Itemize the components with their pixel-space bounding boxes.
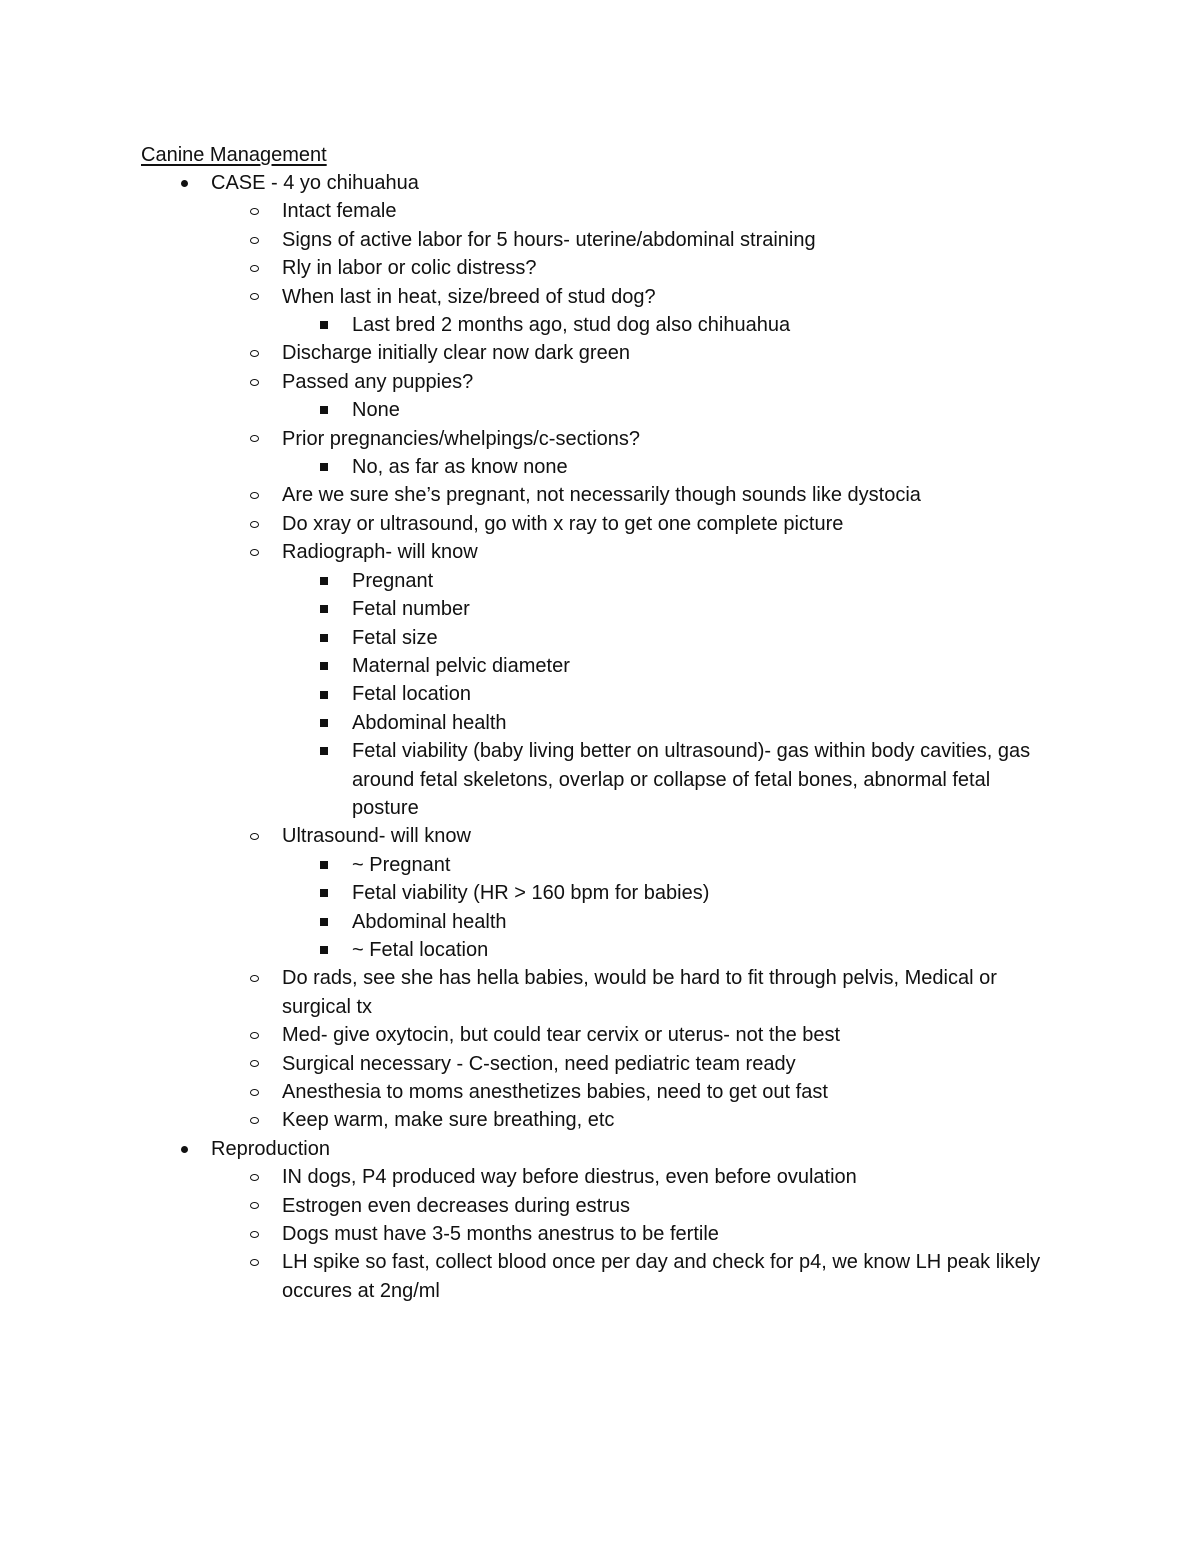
hollow-bullet-icon [247, 538, 261, 566]
document-title: Canine Management [141, 144, 327, 166]
list-item [0, 1220, 1200, 1248]
list-item [0, 1135, 1200, 1163]
square-bullet-icon [317, 936, 331, 964]
list-item-text: Ultrasound- will know [282, 825, 471, 848]
list-item [0, 226, 1200, 254]
list-item-text: Surgical necessary - C-section, need pediatric team ready [282, 1052, 796, 1075]
list-item-text: Abdominal health [352, 711, 507, 734]
square-bullet-icon [317, 851, 331, 879]
hollow-bullet-icon [247, 339, 261, 367]
list-item [0, 368, 1200, 396]
list-item [0, 851, 1200, 879]
square-bullet-icon [317, 567, 331, 595]
hollow-bullet-icon [247, 226, 261, 254]
list-item-text: Dogs must have 3-5 months anestrus to be fertile [282, 1223, 719, 1246]
hollow-bullet-icon [247, 283, 261, 311]
list-item-text: CASE - 4 yo chihuahua [211, 172, 419, 194]
list-item [0, 425, 1200, 453]
list-item [0, 1050, 1200, 1078]
list-item [0, 197, 1200, 225]
hollow-bullet-icon [247, 822, 261, 850]
square-bullet-icon [317, 879, 331, 907]
list-item-text: Fetal location [352, 683, 471, 706]
list-item-text: None [352, 399, 400, 422]
list-item [0, 908, 1200, 936]
hollow-bullet-icon [247, 425, 261, 453]
list-item [0, 964, 1200, 1021]
list-item [0, 652, 1200, 680]
list-item [0, 1248, 1200, 1305]
list-item-text: Abdominal health [352, 910, 507, 933]
hollow-bullet-icon [247, 1163, 261, 1191]
list-item-text: Anesthesia to moms anesthetizes babies, need to get out fast [282, 1081, 828, 1103]
hollow-bullet-icon [247, 481, 261, 509]
list-item [0, 1106, 1200, 1134]
filled-bullet-icon [177, 169, 191, 197]
list-item-text: Fetal viability (baby living better on ultrasound)- gas within body cavities, gas around fetal skeletons, overlap or collapse of fetal bones, abnormal fetal posture [352, 740, 1031, 819]
list-item-text: Are we sure she’s pregnant, not necessarily though sounds like dystocia [282, 484, 921, 507]
list-item-text: Do xray or ultrasound, go with x ray to get one complete picture [282, 512, 844, 535]
list-item [0, 680, 1200, 708]
list-item [0, 254, 1200, 282]
square-bullet-icon [317, 396, 331, 424]
list-item-text: ~ Fetal location [352, 938, 489, 961]
list-item-text: Do rads, see she has hella babies, would be hard to fit through pelvis, Medical or surgical tx [282, 967, 997, 1018]
list-item-text: Last bred 2 months ago, stud dog also chihuahua [352, 314, 791, 337]
square-bullet-icon [317, 680, 331, 708]
list-item-text: Fetal number [352, 598, 470, 621]
list-item-text: Reproduction [211, 1137, 330, 1160]
list-item-text: When last in heat, size/breed of stud dog? [282, 285, 656, 308]
hollow-bullet-icon [247, 964, 261, 992]
list-item [0, 595, 1200, 623]
list-item [0, 510, 1200, 538]
list-item [0, 822, 1200, 850]
list-item [0, 1163, 1200, 1191]
list-item-text: Signs of active labor for 5 hours- uterine/abdominal straining [282, 228, 816, 251]
hollow-bullet-icon [247, 1248, 261, 1276]
hollow-bullet-icon [247, 1050, 261, 1078]
list-item [0, 453, 1200, 481]
list-item [0, 624, 1200, 652]
list-item-text: Pregnant [352, 569, 434, 592]
list-item-text: ~ Pregnant [352, 853, 451, 876]
list-item [0, 396, 1200, 424]
list-item [0, 1021, 1200, 1049]
list-item-text: Maternal pelvic diameter [352, 654, 570, 677]
hollow-bullet-icon [247, 510, 261, 538]
hollow-bullet-icon [247, 368, 261, 396]
list-item [0, 311, 1200, 339]
list-item-text: Discharge initially clear now dark green [282, 342, 630, 365]
list-item [0, 283, 1200, 311]
list-item [0, 1078, 1200, 1106]
outline-list [0, 169, 1200, 1305]
hollow-bullet-icon [247, 197, 261, 225]
list-item [0, 567, 1200, 595]
list-item-text: IN dogs, P4 produced way before diestrus, even before ovulation [282, 1166, 857, 1189]
hollow-bullet-icon [247, 1078, 261, 1106]
hollow-bullet-icon [247, 1220, 261, 1248]
hollow-bullet-icon [247, 1106, 261, 1134]
list-item [0, 737, 1200, 822]
list-item [0, 879, 1200, 907]
square-bullet-icon [317, 709, 331, 737]
list-item-text: Estrogen even decreases during estrus [282, 1194, 630, 1217]
list-item [0, 538, 1200, 566]
list-item [0, 1192, 1200, 1220]
square-bullet-icon [317, 311, 331, 339]
square-bullet-icon [317, 652, 331, 680]
list-item-text: Fetal size [352, 626, 438, 649]
square-bullet-icon [317, 595, 331, 623]
hollow-bullet-icon [247, 1192, 261, 1220]
list-item-text: Rly in labor or colic distress? [282, 257, 537, 280]
hollow-bullet-icon [247, 254, 261, 282]
list-item [0, 936, 1200, 964]
list-item-text: LH spike so fast, collect blood once per day and check for p4, we know LH peak likely occures at 2ng/ml [282, 1251, 1041, 1302]
square-bullet-icon [317, 624, 331, 652]
square-bullet-icon [317, 908, 331, 936]
list-item [0, 169, 1200, 197]
list-item-text: Med- give oxytocin, but could tear cervix or uterus- not the best [282, 1024, 841, 1047]
list-item-text: No, as far as know none [352, 456, 568, 479]
square-bullet-icon [317, 453, 331, 481]
filled-bullet-icon [177, 1135, 191, 1163]
list-item-text: Fetal viability (HR > 160 bpm for babies) [352, 882, 710, 905]
list-item-text: Prior pregnancies/whelpings/c-sections? [282, 427, 640, 450]
list-item [0, 709, 1200, 737]
list-item [0, 339, 1200, 367]
hollow-bullet-icon [247, 1021, 261, 1049]
list-item-text: Passed any puppies? [282, 370, 474, 393]
list-item [0, 481, 1200, 509]
list-item-text: Keep warm, make sure breathing, etc [282, 1109, 615, 1132]
square-bullet-icon [317, 737, 331, 765]
list-item-text: Radiograph- will know [282, 541, 478, 564]
list-item-text: Intact female [282, 200, 397, 223]
